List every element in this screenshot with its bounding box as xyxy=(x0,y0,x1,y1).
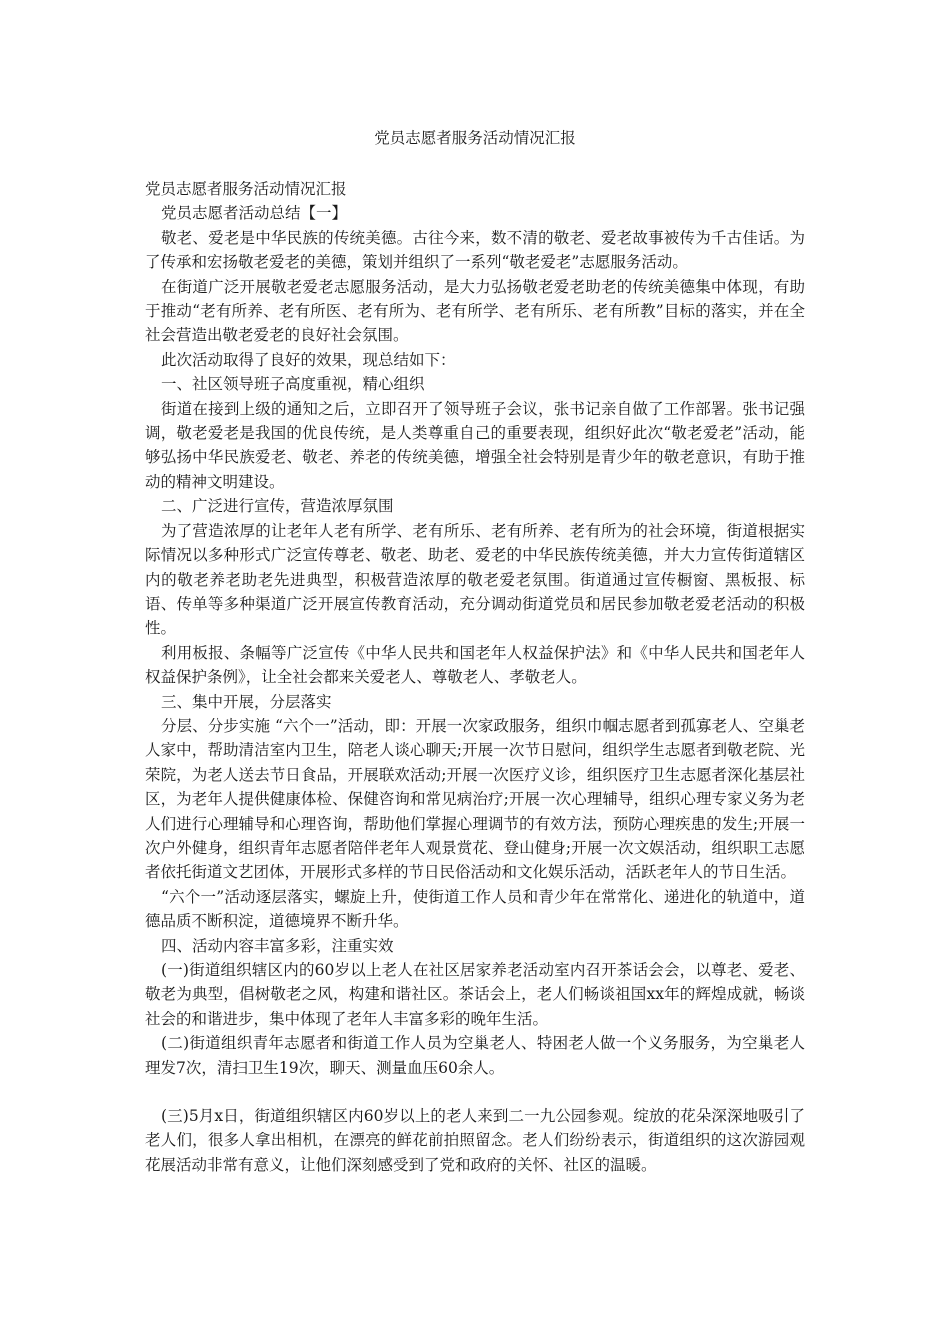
body-heading: 党员志愿者服务活动情况汇报 xyxy=(145,180,347,198)
paragraph: (三)5月x日，街道组织辖区内60岁以上的老人来到二一九公园参观。绽放的花朵深深地吸引了老人们，很多人拿出相机，在漂亮的鲜花前拍照留念。老人们纷纷表示，街道组织的这次游园观花展活动非常有意义，让他们深刻感受到了党和政府的关怀、社区的温暖。 xyxy=(145,1107,805,1174)
paragraph: (二)街道组织青年志愿者和街道工作人员为空巢老人、特困老人做一个义务服务，为空巢老人理发7次，清扫卫生19次，聊天、测量血压60余人。 xyxy=(145,1034,805,1077)
paragraph: 分层、分步实施 “六个一”活动，即：开展一次家政服务，组织巾帼志愿者到孤寡老人、空巢老人家中，帮助清洁室内卫生，陪老人谈心聊天;开展一次节日慰问，组织学生志愿者到敬老院、光荣院，为老人送去节日食品，开展联欢活动;开展一次医疗义诊，组织医疗卫生志愿者深化基层社区，为老年人提供健康体检、保健咨询和常见病治疗;开展一次心理辅导，组织心理专家义务为老人们进行心理辅导和心理咨询，帮助他们掌握心理调节的有效方法，预防心理疾患的发生;开展一次户外健身，组织青年志愿者陪伴老年人观景赏花、登山健身;开展一次文娱活动，组织职工志愿者依托街道文艺团体，开展形式多样的节日民俗活动和文化娱乐活动，活跃老年人的节日生活。 xyxy=(145,716,805,882)
paragraph: 敬老、爱老是中华民族的传统美德。古往今来，数不清的敬老、爱老故事被传为千古佳话。为了传承和宏扬敬老爱老的美德，策划并组织了一系列“敬老爱老”志愿服务活动。 xyxy=(145,228,805,272)
section-heading: 一、社区领导班子高度重视，精心组织 xyxy=(161,375,425,394)
document-title: 党员志愿者服务活动情况汇报 xyxy=(374,129,576,147)
paragraph: 街道在接到上级的通知之后，立即召开了领导班子会议，张书记亲自做了工作部署。张书记强调，敬老爱老是我国的优良传统，是人类尊重自己的重要表现，组织好此次“敬老爱老”活动，能够弘扬中华民族爱老、敬老、养老的传统美德，增强全社会特别是青少年的敬老意识，有助于推动的精神文明建设。 xyxy=(145,399,805,491)
document-body xyxy=(145,177,805,1177)
paragraph-spacer xyxy=(145,1080,805,1104)
paragraph: 此次活动取得了良好的效果，现总结如下： xyxy=(161,350,456,369)
section-heading: 四、活动内容丰富多彩，注重实效 xyxy=(161,936,394,955)
section-heading: 二、广泛进行宣传，营造浓厚氛围 xyxy=(161,497,394,516)
paragraph: 在街道广泛开展敬老爱老志愿服务活动，是大力弘扬敬老爱老助老的传统美德集中体现，有助于推动“老有所养、老有所医、老有所为、老有所学、老有所乐、老有所教”目标的落实，并在全社会营造出敬老爱老的良好社会氛围。 xyxy=(145,277,805,345)
paragraph: 为了营造浓厚的让老年人老有所学、老有所乐、老有所养、老有所为的社会环境，街道根据实际情况以多种形式广泛宣传尊老、敬老、助老、爱老的中华民族传统美德，并大力宣传街道辖区内的敬老养老助老先进典型，积极营造浓厚的敬老爱老氛围。街道通过宣传橱窗、黑板报、标语、传单等多种渠道广泛开展宣传教育活动，充分调动街道党员和居民参加敬老爱老活动的积极性。 xyxy=(145,521,805,638)
paragraph: 利用板报、条幅等广泛宣传《中华人民共和国老年人权益保护法》和《中华人民共和国老年人权益保护条例》，让全社会都来关爱老人、尊敬老人、孝敬老人。 xyxy=(145,643,805,687)
paragraph: “六个一”活动逐层落实，螺旋上升，使街道工作人员和青少年在常常化、递进化的轨道中，道德品质不断积淀，道德境界不断升华。 xyxy=(145,887,805,931)
section-heading: 党员志愿者活动总结【一】 xyxy=(161,204,348,223)
paragraph: (一)街道组织辖区内的60岁以上老人在社区居家养老活动室内召开茶话会会，以尊老、爱老、敬老为典型，倡树敬老之风，构建和谐社区。茶话会上，老人们畅谈祖国xx年的辉煌成就，畅谈社会的和谐进步，集中体现了老年人丰富多彩的晚年生活。 xyxy=(145,961,805,1028)
section-heading: 三、集中开展，分层落实 xyxy=(161,692,332,711)
